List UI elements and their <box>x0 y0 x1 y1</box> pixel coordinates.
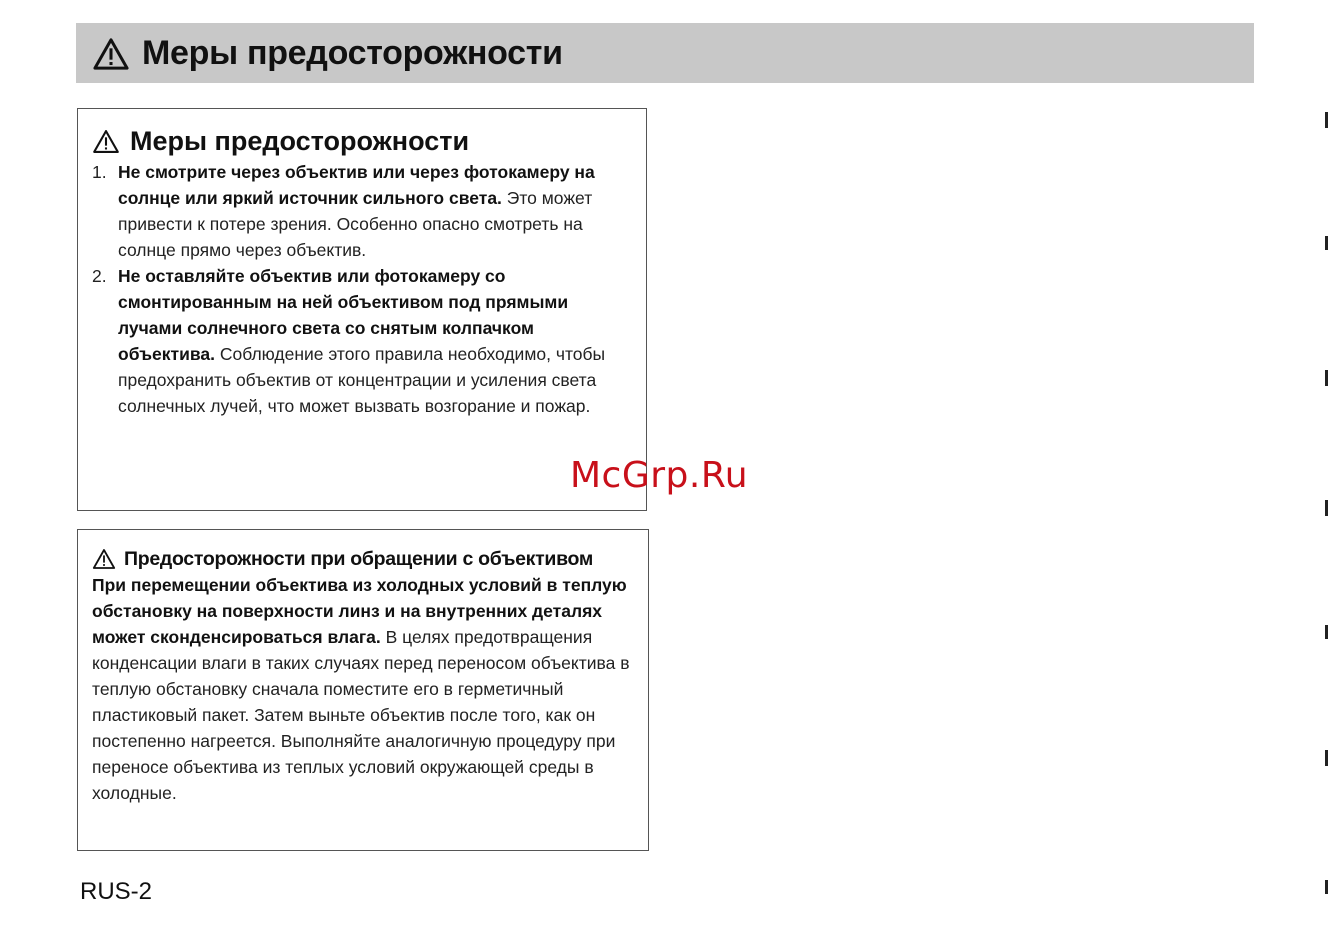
item-text: Это может привести к потере зрения. Особенно опасно смотреть на солнце прямо через объектив. <box>118 188 593 260</box>
handling-text: В целях предотвращения конденсации влаги в таких случаях перед переносом объектива в теплую обстановку сначала поместите его в герметичный пластиковый пакет. Затем выньте объектив после того, как он постепенно нагреется. Выполняйте аналогичную процедуру при переносе объектива из теплых условий окружающей среды в холодные. <box>92 627 630 803</box>
warning-triangle-icon <box>92 129 120 154</box>
item-number: 1. <box>92 162 107 182</box>
lens-handling-box <box>77 529 649 851</box>
page-number: RUS-2 <box>80 878 153 905</box>
item-bold-text: Не смотрите через объектив или через фотокамеру на солнце или яркий источник сильного света. <box>118 162 595 208</box>
page-title: Меры предосторожности <box>142 33 563 72</box>
page-header <box>76 23 1254 83</box>
warning-triangle-icon <box>92 37 130 71</box>
item-bold-text: Не оставляйте объектив или фотокамеру со смонтированным на ней объективом под прямыми лучами солнечного света со снятым колпачком объектива. <box>118 266 569 364</box>
precautions-list <box>92 159 632 419</box>
lens-handling-title-text: Предосторожности при обращении с объективом <box>124 547 593 570</box>
list-item <box>92 263 632 419</box>
watermark: McGrp.Ru <box>570 455 749 496</box>
warning-triangle-icon <box>92 548 116 570</box>
lens-handling-box-title <box>92 546 634 572</box>
scan-edge-marks <box>1322 0 1328 952</box>
item-number: 2. <box>92 266 107 286</box>
item-text: Соблюдение этого правила необходимо, чтобы предохранить объектив от концентрации и усиления света солнечных лучей, что может вызвать возгорание и пожар. <box>118 344 606 416</box>
precautions-box-title <box>92 125 632 157</box>
handling-bold-text: При перемещении объектива из холодных условий в теплую обстановку на поверхности линз и на внутренних деталях может сконденсироваться влага. <box>92 575 627 647</box>
precautions-box <box>77 108 647 511</box>
lens-handling-body <box>92 572 634 806</box>
precautions-title-text: Меры предосторожности <box>130 125 470 156</box>
list-item <box>92 159 632 263</box>
